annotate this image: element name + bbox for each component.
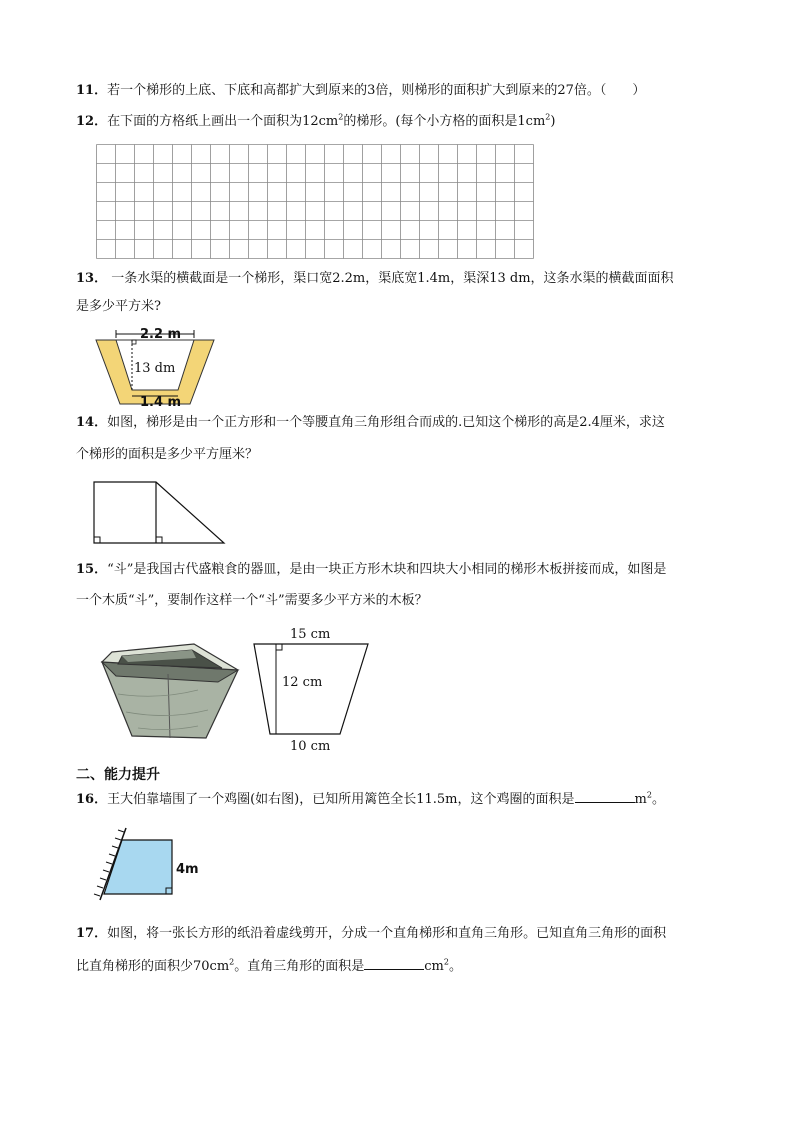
superscript: 2 xyxy=(229,957,235,967)
question-11 xyxy=(76,82,645,100)
question-17-line2 xyxy=(76,957,462,976)
bottom-length-label: 10 cm xyxy=(290,739,331,754)
question-text: 如图，将一张长方形的纸沿着虚线剪开，分成一个直角梯形和直角三角形。已知直角三角形的面积 xyxy=(107,926,667,941)
depth-label: 13 dm xyxy=(134,361,176,376)
question-number: 13． xyxy=(76,271,108,286)
question-text: 若一个梯形的上底、下底和高都扩大到原来的3倍，则梯形的面积扩大到原来的27倍。（ ） xyxy=(107,83,646,98)
question-text: 一条水渠的横截面是一个梯形，渠口宽2.2m，渠底宽1.4m，渠深13 dm，这条水渠的横截面面积 xyxy=(111,271,674,286)
right-angle-mark xyxy=(156,537,162,543)
unit-text: m xyxy=(634,792,647,807)
question-15 xyxy=(76,561,666,579)
question-13 xyxy=(76,270,674,288)
question-text: 。 xyxy=(448,959,462,974)
height-label: 4m xyxy=(176,862,199,877)
top-length-label: 15 cm xyxy=(290,627,331,642)
question-number: 11． xyxy=(76,83,108,98)
answer-blank[interactable] xyxy=(575,790,635,803)
question-16 xyxy=(76,790,665,809)
question-text: 如图，梯形是由一个正方形和一个等腰直角三角形组合而成的.已知这个梯形的高是2.4厘米，求这 xyxy=(107,415,665,430)
unit-text: cm xyxy=(424,959,444,974)
question-text: ) xyxy=(550,114,556,129)
question-14 xyxy=(76,414,665,432)
trapezoid-square-triangle-figure xyxy=(92,480,230,546)
top-width-label: 2.2 m xyxy=(140,327,182,342)
trapezoid-board-figure xyxy=(250,624,374,754)
question-text: 王大伯靠墙围了一个鸡圈(如右图)，已知所用篱笆全长11.5m，这个鸡圈的面积是 xyxy=(107,792,575,807)
height-label: 12 cm xyxy=(282,675,323,690)
question-text: 比直角梯形的面积少70cm xyxy=(76,959,230,974)
question-text: 的梯形。(每个小方格的面积是1cm xyxy=(343,114,546,129)
question-12 xyxy=(76,113,555,131)
wooden-dou-image xyxy=(98,640,246,740)
superscript: 2 xyxy=(646,790,652,800)
question-text: 在下面的方格纸上画出一个面积为12cm xyxy=(107,114,339,129)
section-title: 二、能力提升 xyxy=(76,767,160,783)
question-number: 15． xyxy=(76,562,108,577)
trapezoid-outline xyxy=(94,482,224,543)
bottom-width-label: 1.4 m xyxy=(140,395,182,410)
question-13-line2: 是多少平方米? xyxy=(76,299,161,314)
right-angle-mark xyxy=(94,537,100,543)
question-15-line2: 一个木质“斗”，要制作这样一个“斗”需要多少平方米的木板？ xyxy=(76,593,428,608)
superscript: 2 xyxy=(443,957,449,967)
question-number: 14． xyxy=(76,415,108,430)
answer-blank[interactable] xyxy=(364,957,424,970)
coop-area xyxy=(104,840,172,894)
superscript: 2 xyxy=(338,112,344,122)
superscript: 2 xyxy=(545,112,551,122)
question-text: “斗”是我国古代盛粮食的器皿，是由一块正方形木块和四块大小相同的梯形木板拼接而成，如图是 xyxy=(107,562,667,577)
chicken-coop-figure xyxy=(92,824,212,904)
question-number: 12． xyxy=(76,114,108,129)
question-number: 17． xyxy=(76,926,108,941)
question-14-line2: 个梯形的面积是多少平方厘米？ xyxy=(76,447,259,462)
canal-cross-section-figure xyxy=(94,326,218,408)
grid-paper[interactable] xyxy=(96,144,534,258)
question-17 xyxy=(76,925,666,943)
question-number: 16． xyxy=(76,792,108,807)
question-text: 。直角三角形的面积是 xyxy=(234,959,365,974)
question-text: 。 xyxy=(651,792,665,807)
